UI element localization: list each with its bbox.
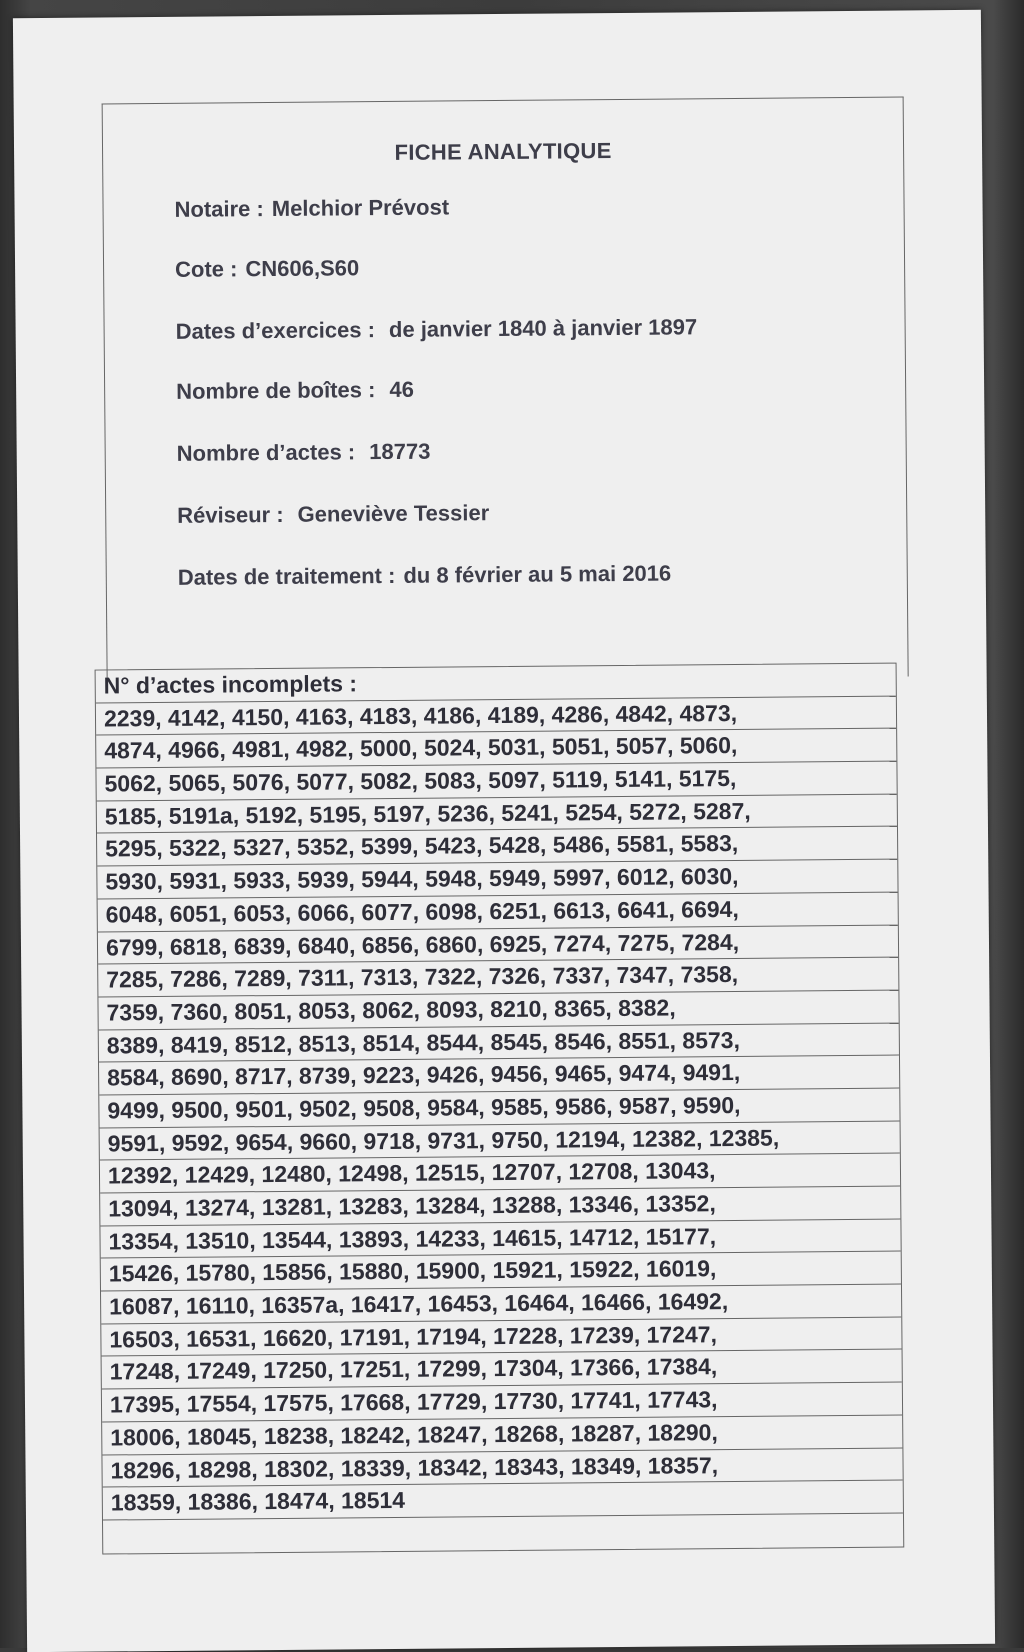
field-value: CN606,S60 <box>245 255 360 282</box>
table-row: 5062, 5065, 5076, 5077, 5082, 5083, 5097, 5119, 5141, 5175, <box>96 762 896 802</box>
field-label: Nombre d’actes : <box>176 439 356 466</box>
field-label: Réviseur : <box>177 501 284 528</box>
sheet-title: FICHE ANALYTIQUE <box>394 138 612 165</box>
table-row: 6799, 6818, 6839, 6840, 6856, 6860, 6925, 7274, 7275, 7284, <box>98 925 898 965</box>
field-value: du 8 février au 5 mai 2016 <box>403 560 672 588</box>
table-row: 17395, 17554, 17575, 17668, 17729, 17730, 17741, 17743, <box>102 1383 902 1423</box>
table-row: 8584, 8690, 8717, 8739, 9223, 9426, 9456, 9465, 9474, 9491, <box>99 1056 899 1096</box>
field-label: Dates d’exercices : <box>175 317 376 344</box>
table-row: 8389, 8419, 8512, 8513, 8514, 8544, 8545, 8546, 8551, 8573, <box>99 1023 899 1063</box>
table-row: 9591, 9592, 9654, 9660, 9718, 9731, 9750, 12194, 12382, 12385, <box>100 1121 900 1161</box>
table-row: 2239, 4142, 4150, 4163, 4183, 4186, 4189, 4286, 4842, 4873, <box>96 696 896 736</box>
field-cote <box>175 255 359 283</box>
table-row: 16503, 16531, 16620, 17191, 17194, 17228, 17239, 17247, <box>101 1317 901 1357</box>
table-row: 4874, 4966, 4981, 4982, 5000, 5024, 5031, 5051, 5057, 5060, <box>96 729 896 769</box>
field-dates-traitement <box>178 561 672 591</box>
table-row: 18359, 18386, 18474, 18514 <box>103 1481 903 1521</box>
field-nombre-actes <box>177 439 431 467</box>
table-row: 18006, 18045, 18238, 18242, 18247, 18268, 18287, 18290, <box>102 1415 902 1455</box>
field-label: Nombre de boîtes : <box>176 377 376 404</box>
table-row: 13354, 13510, 13544, 13893, 14233, 14615, 14712, 15177, <box>100 1219 900 1259</box>
table-row: 7285, 7286, 7289, 7311, 7313, 7322, 7326, 7337, 7347, 7358, <box>98 958 898 998</box>
table-row <box>103 1513 903 1553</box>
table-row: 6048, 6051, 6053, 6066, 6077, 6098, 6251, 6613, 6641, 6694, <box>98 892 898 932</box>
table-heading: N° d’actes incomplets : <box>96 664 896 704</box>
table-row: 18296, 18298, 18302, 18339, 18342, 18343, 18349, 18357, <box>102 1448 902 1488</box>
field-notaire <box>174 194 449 222</box>
table-row: 5930, 5931, 5933, 5939, 5944, 5948, 5949, 5997, 6012, 6030, <box>97 860 897 900</box>
field-label: Cote : <box>174 256 238 282</box>
field-dates-exercices <box>176 314 698 345</box>
table-row: 9499, 9500, 9501, 9502, 9508, 9584, 9585, 9586, 9587, 9590, <box>99 1088 899 1128</box>
table-row: 17248, 17249, 17250, 17251, 17299, 17304, 17366, 17384, <box>102 1350 902 1390</box>
table-row: 15426, 15780, 15856, 15880, 15900, 15921, 15922, 16019, <box>101 1252 901 1292</box>
table-row: 7359, 7360, 8051, 8053, 8062, 8093, 8210, 8365, 8382, <box>98 990 898 1030</box>
table-row: 13094, 13274, 13281, 13283, 13284, 13288, 13346, 13352, <box>100 1187 900 1227</box>
document-sheet <box>13 10 995 1652</box>
field-value: Geneviève Tessier <box>297 500 490 527</box>
field-value: Melchior Prévost <box>271 194 450 222</box>
field-value: 18773 <box>369 438 431 465</box>
field-label: Notaire : <box>174 196 264 222</box>
field-value: de janvier 1840 à janvier 1897 <box>388 314 698 342</box>
table-row: 12392, 12429, 12480, 12498, 12515, 12707, 12708, 13043, <box>100 1154 900 1194</box>
table-row: 5185, 5191a, 5192, 5195, 5197, 5236, 5241, 5254, 5272, 5287, <box>97 794 897 834</box>
table-row: 5295, 5322, 5327, 5352, 5399, 5423, 5428, 5486, 5581, 5583, <box>97 827 897 867</box>
field-reviseur <box>177 500 489 529</box>
field-value: 46 <box>389 376 414 402</box>
table-row: 16087, 16110, 16357a, 16417, 16453, 16464, 16466, 16492, <box>101 1285 901 1325</box>
field-label: Dates de traitement : <box>177 562 396 590</box>
incomplete-acts-table <box>95 663 905 1555</box>
field-nombre-boites <box>176 377 414 405</box>
